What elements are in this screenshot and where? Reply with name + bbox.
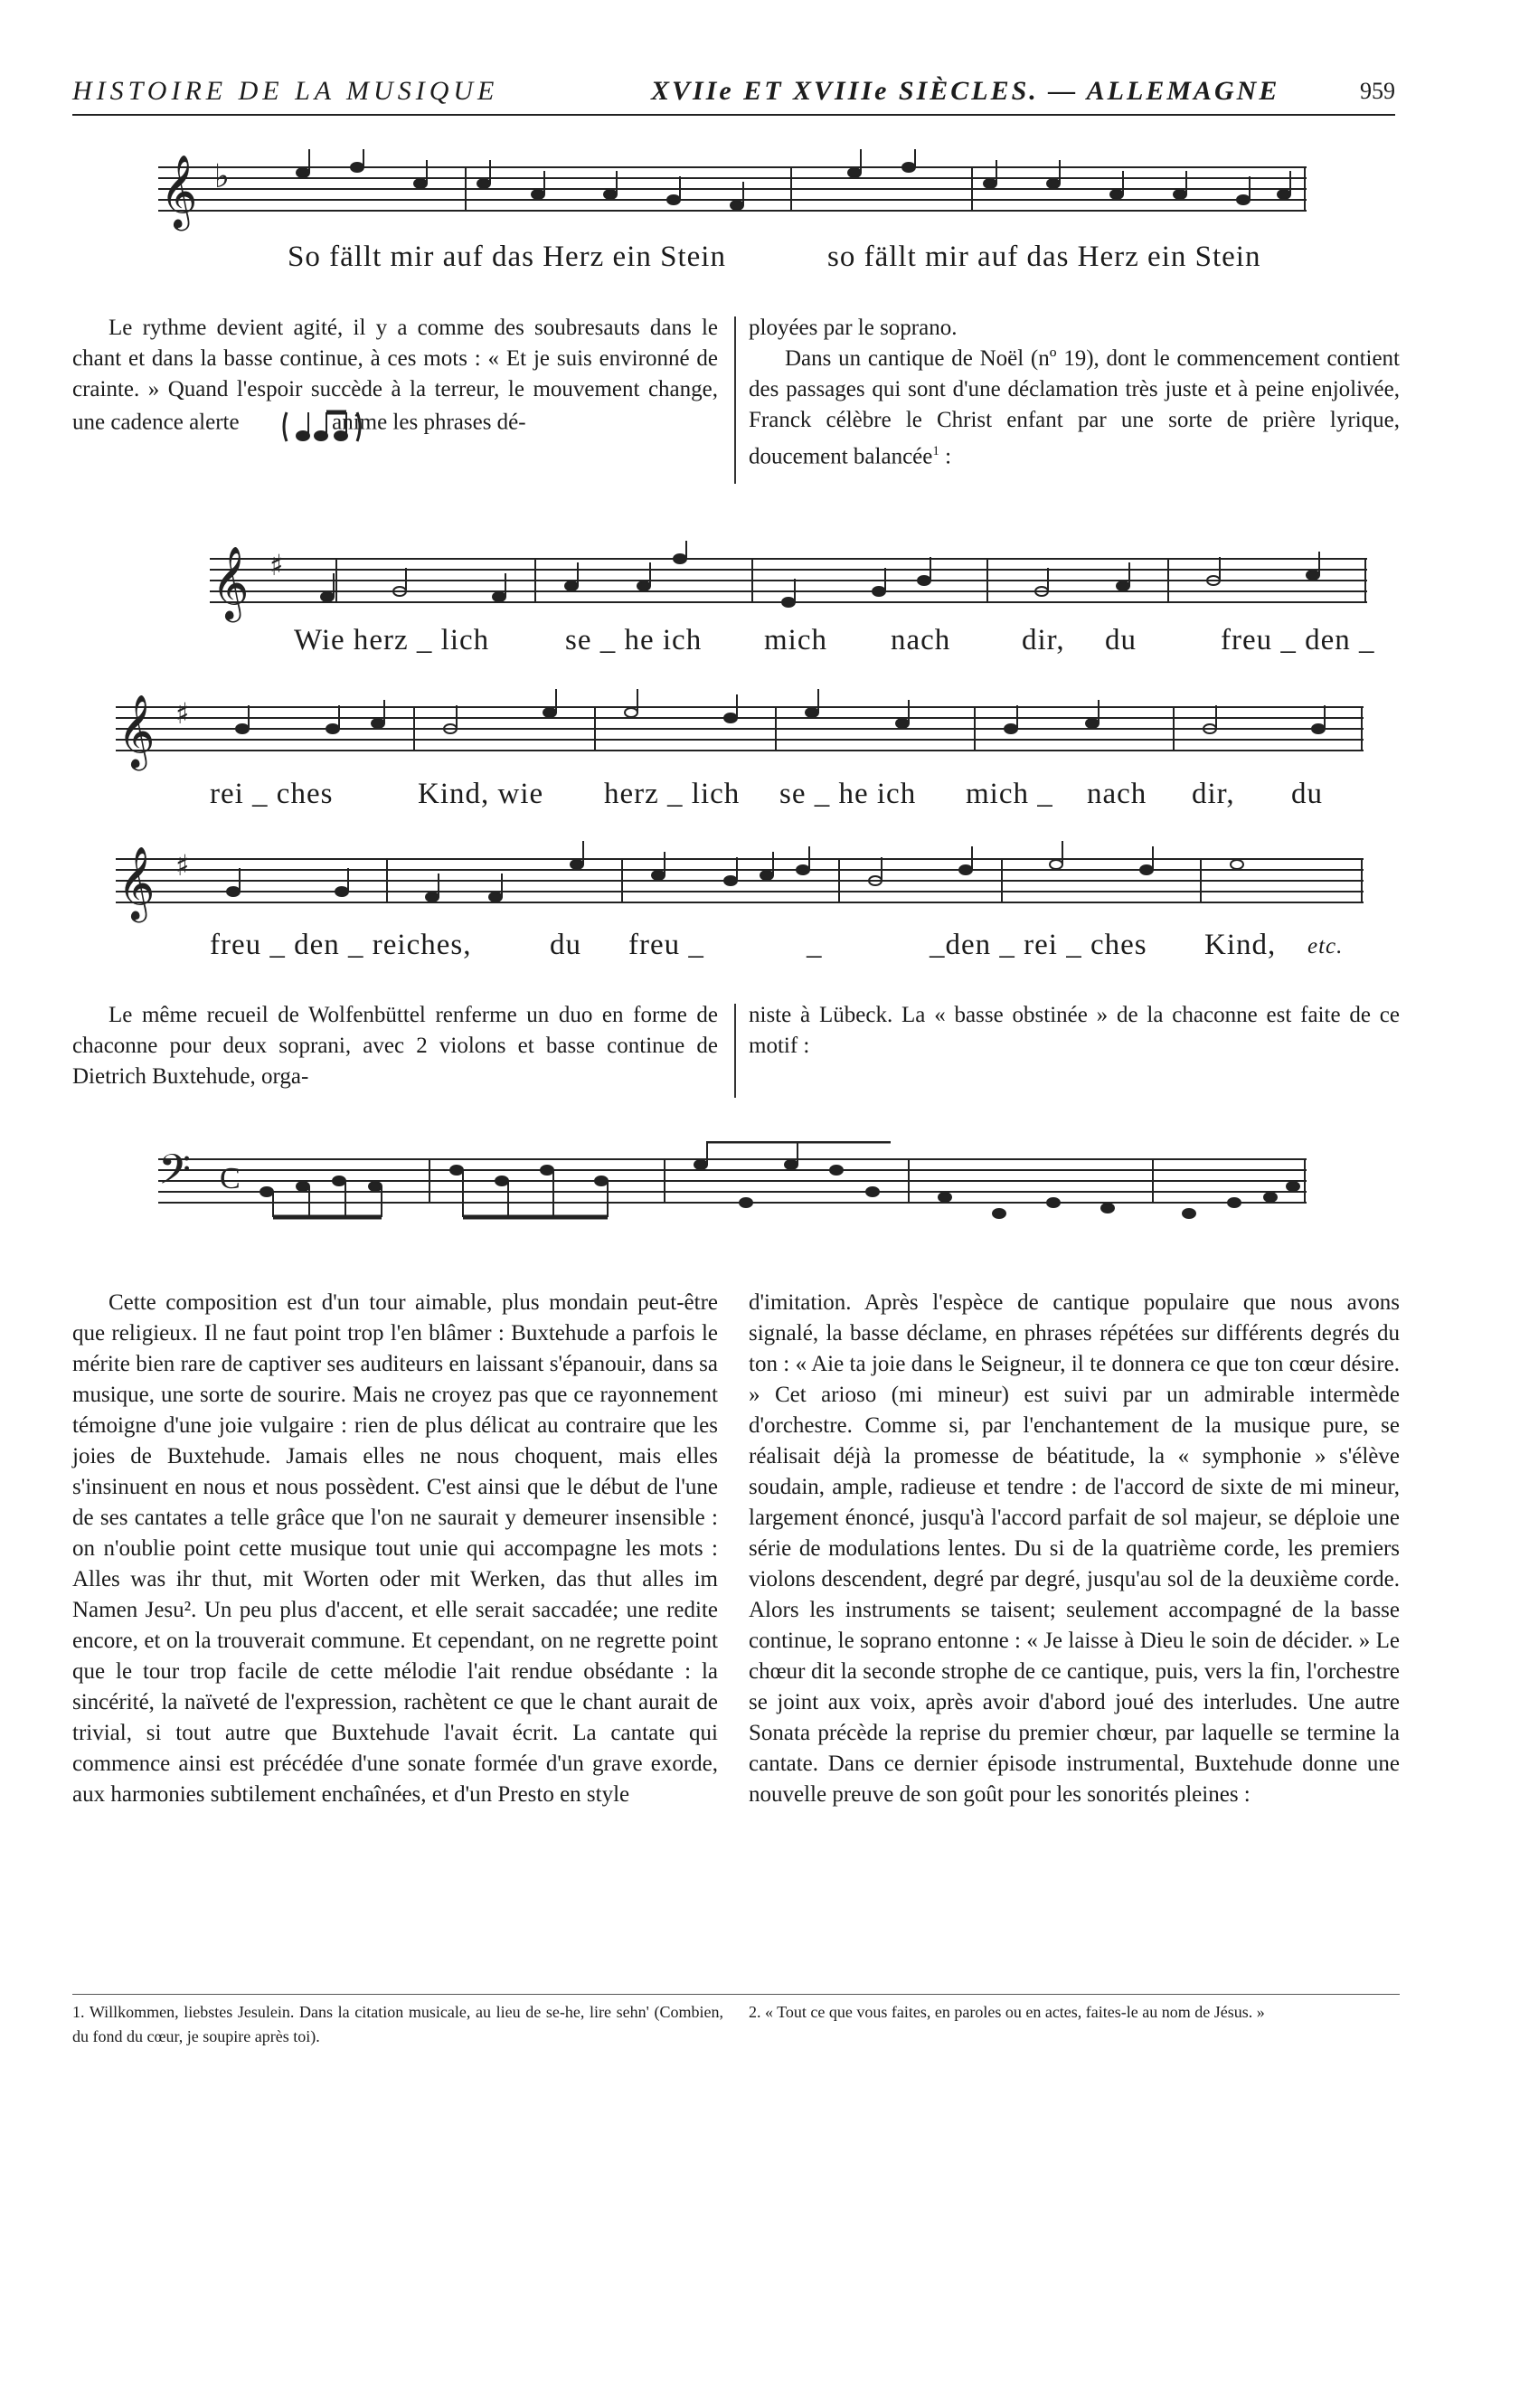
lyric-syllable: Wie herz _ lich — [294, 624, 490, 656]
paragraph-3-right-text: d'imitation. Après l'espèce de cantique populaire que nous avons signalé, la basse déclame, en phrases répétées sur différents degrés du ton : « Aie ta joie dans le Seigneur, il te donnera ce que ton cœur désire. » Cet arioso (mi mineur) est suivi par un admirable intermède d'orchestre. Comme si, par l'enchantement de la musique pure, se réalisait déjà la promesse de béatitude, la « symphonie » s'élève soudain, ample, radieuse et tendre : de l'accord de sixte de mi mineur, largement énoncé, jusqu'à l'accord parfait de sol majeur, se déploie une série de modulations lentes. Du si de la quatrième corde, les premiers violons descendent, degré par degré, jusqu'au sol de la deuxième corde. Alors les instruments se taisent; seulement accompagné de la basse continue, le soprano entonne : « Je laisse à Dieu le soin de décider. » Le chœur dit la seconde strophe de ce cantique, puis, vers la fin, l'orchestre se joint aux voix, après avoir d'abord joué des interludes. Une autre Sonata précède la reprise du premier chœur, par laquelle se termine la cantate. Dans ce dernier épisode instrumental, Buxtehude donne une nouvelle preuve de son goût pour les sonorités pleines : — [749, 1290, 1400, 1807]
paragraph-2-right-text: niste à Lübeck. La « basse obstinée » de la chaconne est faite de ce motif : — [749, 1003, 1400, 1058]
svg-text:♭: ♭ — [214, 158, 230, 195]
lyric-syllable: du — [550, 929, 581, 961]
lyric-syllable: nach — [891, 624, 951, 656]
lyric-syllable: dir, — [1192, 778, 1235, 810]
music-staff-example-2-line-1 — [210, 541, 1367, 631]
lyric-syllable: mich _ — [966, 778, 1053, 810]
lyric-syllable: freu _ den _ reiches, — [210, 929, 472, 961]
paragraph-1-left-tail: anime les phrases dé- — [332, 410, 526, 435]
svg-text:𝄢: 𝄢 — [158, 1146, 192, 1204]
lyric-syllable: herz _ lich — [604, 778, 741, 810]
rhythm-figure — [245, 405, 326, 443]
svg-text:𝄞: 𝄞 — [160, 154, 198, 228]
lyric-example-1a: So fällt mir auf das Herz ein Stein — [288, 241, 726, 273]
column-divider — [734, 316, 736, 484]
lyric-syllable: nach — [1087, 778, 1147, 810]
page-number: 959 — [1360, 78, 1395, 104]
paragraph-2-left — [72, 1000, 718, 1092]
paragraph-2-right — [749, 1000, 1400, 1062]
svg-text:𝄞: 𝄞 — [118, 845, 156, 920]
svg-text:C: C — [220, 1162, 241, 1195]
music-staff-example-1 — [158, 149, 1307, 249]
lyric-syllable: Kind, wie — [418, 778, 544, 810]
lyric-syllable: rei _ ches — [210, 778, 334, 810]
lyric-syllable: _ — [807, 929, 823, 961]
lyric-syllable: se _ he ich — [565, 624, 703, 656]
column-divider — [734, 1004, 736, 1098]
footnote-ref-1: 1 — [932, 444, 939, 458]
lyric-syllable: se _ he ich — [779, 778, 917, 810]
svg-text:♯: ♯ — [269, 548, 284, 582]
lyric-syllable: du — [1291, 778, 1323, 810]
paragraph-1-right-b: Dans un cantique de Noël (nº 19), dont le commencement contient des passages qui sont d'une déclamation très juste et à peine enjolivée, Franck célèbre le Christ enfant par une sorte de prière lyrique, doucement balancée — [749, 346, 1400, 469]
paragraph-3-left — [72, 1288, 718, 1810]
lyric-syllable: freu _ den _ — [1221, 624, 1375, 656]
header-section: XVIIe ET XVIIIe SIÈCLES. — ALLEMAGNE — [651, 76, 1280, 106]
running-header — [72, 72, 1395, 116]
svg-text:♯: ♯ — [175, 848, 190, 883]
lyric-syllable: du — [1105, 624, 1137, 656]
music-staff-example-2-line-2 — [116, 689, 1364, 779]
lyric-syllable: mich — [764, 624, 827, 656]
etc-label: etc. — [1307, 934, 1344, 958]
paragraph-1-right-a: ployées par le soprano. — [749, 316, 958, 340]
paragraph-1-left — [72, 313, 718, 443]
paragraph-1-right-end: : — [939, 444, 952, 469]
lyric-syllable: freu _ — [628, 929, 704, 961]
lyric-syllable: dir, — [1022, 624, 1065, 656]
footnote-divider — [72, 1994, 1400, 1995]
svg-text:♯: ♯ — [175, 696, 190, 731]
paragraph-2-left-text: Le même recueil de Wolfenbüttel renferme un duo en forme de chaconne pour deux soprani, avec 2 violons et basse continue de Dietrich Buxtehude, orga- — [72, 1003, 718, 1089]
paragraph-1-right — [749, 313, 1400, 472]
music-staff-bass-ostinato — [158, 1141, 1307, 1232]
paragraph-3-right — [749, 1288, 1400, 1810]
paragraph-1-left-text: Le rythme devient agité, il y a comme des soubresauts dans le chant et dans la basse continue, à ces mots : « Et je suis environné de crainte. » Quand l'espoir succède à la terreur, le mouvement change, une cadence alerte — [72, 316, 718, 435]
footnote-1: 1. Willkommen, liebstes Jesulein. Dans la citation musicale, au lieu de se-he, lire sehn' (Combien, du fond du cœur, je soupire après toi). — [72, 2003, 723, 2045]
header-title: HISTOIRE DE LA MUSIQUE — [72, 76, 499, 106]
lyric-example-1b: so fällt mir auf das Herz ein Stein — [827, 241, 1261, 273]
staff-lines — [158, 149, 1307, 249]
paragraph-3-left-text: Cette composition est d'un tour aimable, plus mondain peut-être que religieux. Il ne faut point trop l'en blâmer : Buxtehude a parfois le mérite bien rare de captiver ses auditeurs en laissant s'épanouir, dans sa musique, une sorte de sourire. Mais ne croyez pas que ce rayonnement témoigne d'une joie vulgaire : rien de plus délicat au contraire que les joies de Buxtehude. Jamais elles ne nous choquent, mais elles s'insinuent en nous et nous possèdent. C'est ainsi que le début de l'une de ses cantates a telle grâce que l'on ne saurait y demeurer insensible : on n'oublie point cette musique tout unie qui accompagne les mots : Alles was ihr thut, mit Worten oder mit Werken, das thut alles im Namen Jesu². Un peu plus d'accent, et elle serait saccadée; une redite encore, et on la trouverait commune. Et cependant, on ne regrette point que le tour trop facile de cette mélodie l'ait rendue obsédante : la sincérité, la naïveté de l'expression, rachètent ce que le chant aurait de trivial, si tout autre que Buxtehude l'avait écrit. La cantate qui commence ainsi est précédée d'une sonate formée d'un grave exorde, aux harmonies subtilement enchaînées, et d'un Presto en style — [72, 1290, 718, 1807]
footnote-2: 2. « Tout ce que vous faites, en paroles ou en actes, faites-le au nom de Jésus. » — [749, 2003, 1265, 2021]
lyric-syllable: _den _ rei _ ches — [930, 929, 1147, 961]
lyric-syllable: Kind, — [1204, 929, 1277, 961]
music-staff-example-2-line-3 — [116, 841, 1364, 931]
svg-text:𝄞: 𝄞 — [118, 694, 156, 768]
svg-text:𝄞: 𝄞 — [212, 545, 250, 619]
